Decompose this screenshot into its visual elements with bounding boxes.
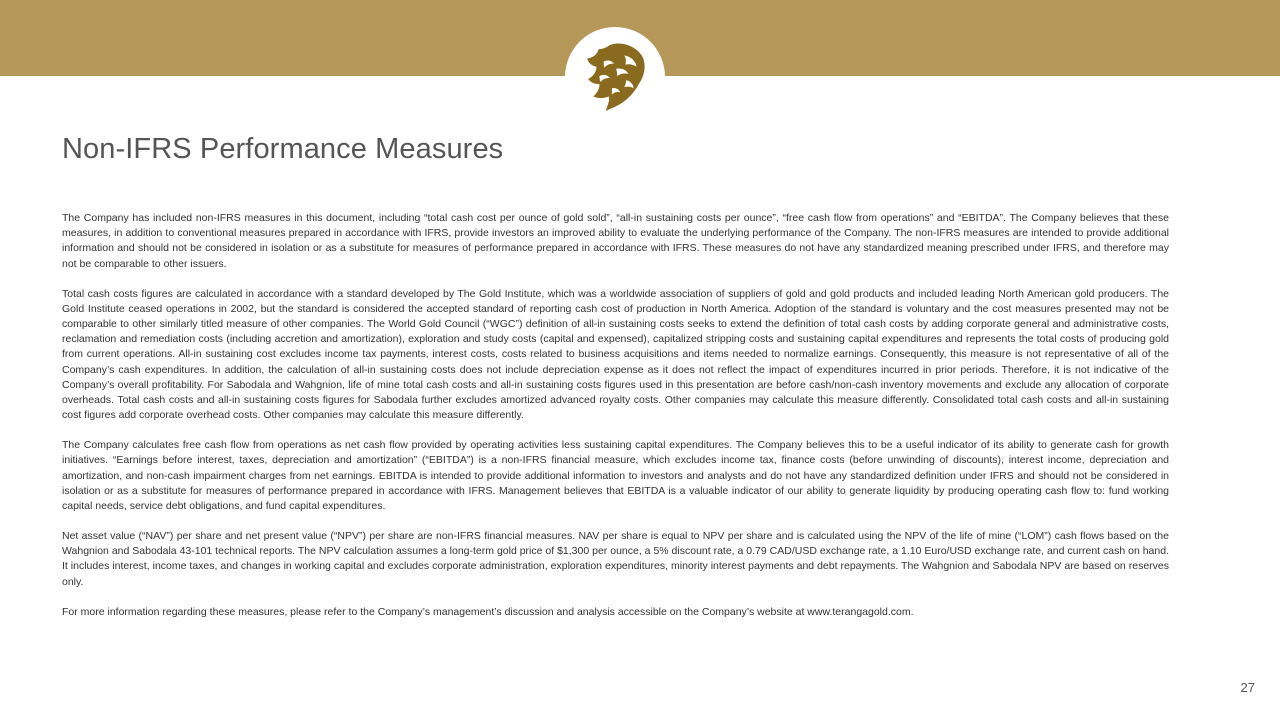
paragraph-free-cash-flow-ebitda: The Company calculates free cash flow from operations as net cash flow provided by operating activities less sustaining capital expenditures. The Company believes this to be a useful indicator of its ability to generate cash for growth initiatives. “Earnings before interest, taxes, depreciation and amortization” (“EBITDA”) is a non-IFRS financial measure, which excludes income tax, finance costs (before unwinding of discounts), interest income, depreciation and amortization, and non-cash impairment charges from net earnings. EBITDA is intended to provide additional information to investors and analysts and do not have any standardized definition under IFRS and should not be considered in isolation or as a substitute for measures of performance prepared in accordance with IFRS. Management believes that EBITDA is a valuable indicator of our ability to generate liquidity by producing operating cash flow to: fund working capital needs, service debt obligations, and fund capital expenditures. bbox=[62, 439, 1169, 513]
paragraph-non-ifrs-intro: The Company has included non-IFRS measures in this document, including “total cash cost per ounce of gold sold”, “all-in sustaining costs per ounce”, “free cash flow from operations” and “EBITDA”. The Company believes that these measures, in addition to conventional measures prepared in accordance with IFRS, provide investors an improved ability to evaluate the underlying performance of the Company. The non-IFRS measures are intended to provide additional information and should not be considered in isolation or as a substitute for measures of performance prepared in accordance with IFRS. These measures do not have any standardized meaning prescribed under IFRS, and therefore may not be comparable to other issuers. bbox=[62, 212, 1169, 270]
company-logo bbox=[565, 27, 665, 127]
page-number: 27 bbox=[1240, 680, 1255, 695]
paragraph-more-information: For more information regarding these measures, please refer to the Company’s management’s discussion and analysis accessible on the Company’s website at www.terangagold.com. bbox=[62, 605, 914, 618]
slide-title: Non-IFRS Performance Measures bbox=[62, 133, 504, 165]
paragraph-nav-npv: Net asset value (“NAV”) per share and net present value (“NPV”) per share are non-IFRS financial measures. NAV per share is equal to NPV per share and is calculated using the NPV of the life of mine (“LOM”) cash flows based on the Wahgnion and Sabodala 43-101 technical reports. The NPV calculation assumes a long-term gold price of $1,300 per ounce, a 5% discount rate, a 0.79 CAD/USD exchange rate, a 1.10 Euro/USD exchange rate, and current cash on hand. It includes interest, income taxes, and changes in working capital and excludes corporate administration, exploration expenditures, minority interest payments and debt repayments. The Wahgnion and Sabodala NPV are based on reserves only. bbox=[62, 530, 1169, 588]
paragraph-total-cash-costs: Total cash costs figures are calculated in accordance with a standard developed by The Gold Institute, which was a worldwide association of suppliers of gold and gold products and included leading North American gold producers. The Gold Institute ceased operations in 2002, but the standard is considered the accepted standard of reporting cash cost of production in North America. Adoption of the standard is voluntary and the cost measures presented may not be comparable to other similarly titled measure of other companies. The World Gold Council (“WGC”) definition of all-in sustaining costs seeks to extend the definition of total cash costs by adding corporate general and administrative costs, reclamation and remediation costs (including accretion and amortization), exploration and study costs (capital and expensed), capitalized stripping costs and sustaining capital expenditures and represents the total costs of producing gold from current operations. All-in sustaining cost excludes income tax payments, interest costs, costs related to business acquisitions and items needed to normalize earnings. Consequently, this measure is not representative of all of the Company’s cash expenditures. In addition, the calculation of all-in sustaining costs does not include depreciation expense as it does not reflect the impact of expenditures incurred in prior periods. Therefore, it is not indicative of the Company’s overall profitability. For Sabodala and Wahgnion, life of mine total cash costs and all-in sustaining costs figures used in this presentation are before cash/non-cash inventory movements and exclude any allocation of corporate overheads. Total cash costs and all-in sustaining costs figures for Sabodala further excludes amortized advanced royalty costs. Other companies may calculate this measure differently. Consolidated total cash costs and all-in sustaining cost figures add corporate overhead costs. Other companies may calculate this measure differently. bbox=[62, 287, 1169, 422]
lion-head-icon bbox=[585, 41, 647, 113]
body-text bbox=[62, 211, 1169, 620]
